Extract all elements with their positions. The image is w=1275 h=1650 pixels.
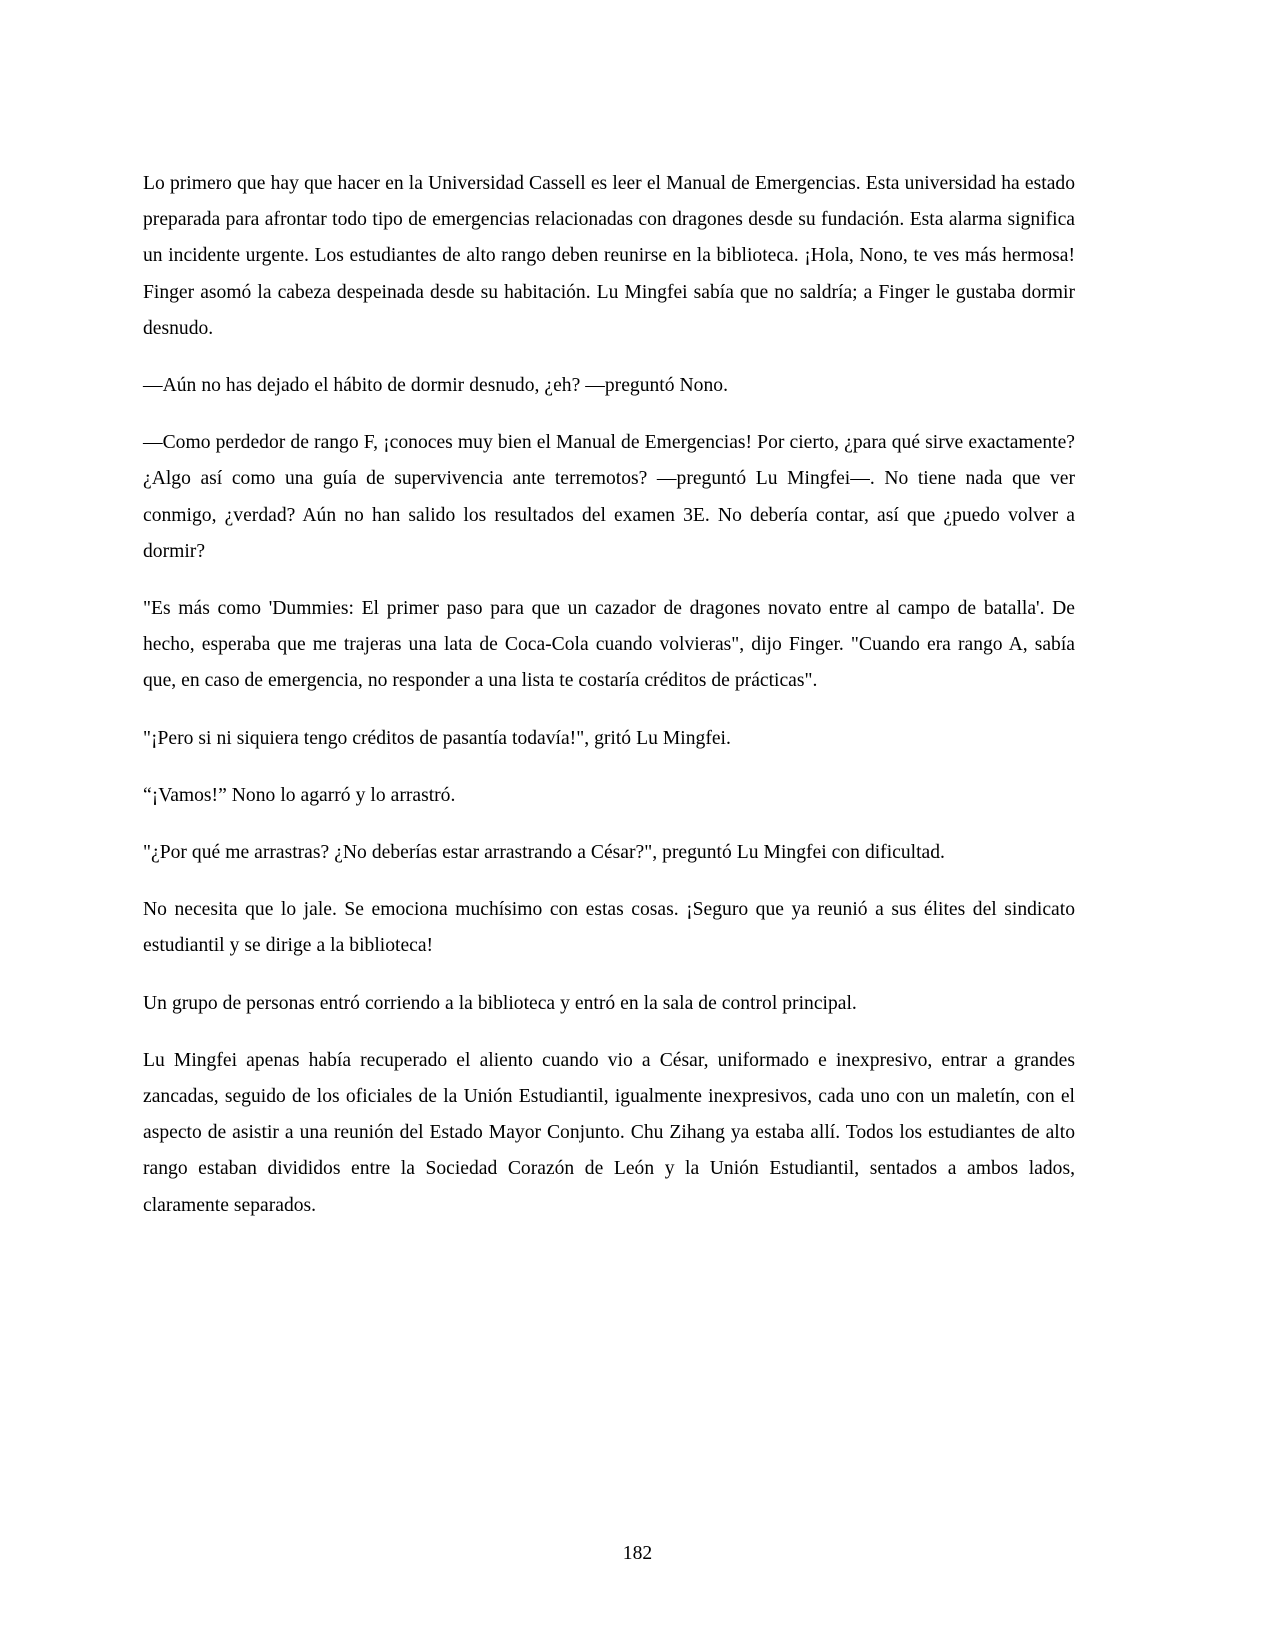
paragraph: “¡Vamos!” Nono lo agarró y lo arrastró. [143,784,456,806]
paragraph: "Es más como 'Dummies: El primer paso para que un cazador de dragones novato entre al campo de batalla'. De hecho, esperaba que me trajeras una lata de Coca-Cola cuando volvieras", dijo Finger. "Cuando era rango A, sabía que, en caso de emergencia, no responder a una lista te costaría créditos de prácticas". [143,598,1075,692]
paragraph: Un grupo de personas entró corriendo a la biblioteca y entró en la sala de control principal. [143,992,857,1014]
body-text-column [143,166,1075,1224]
paragraph: Lu Mingfei apenas había recuperado el aliento cuando vio a César, uniformado e inexpresivo, entrar a grandes zancadas, seguido de los oficiales de la Unión Estudiantil, igualmente inexpresivos, cada uno con un maletín, con el aspecto de asistir a una reunión del Estado Mayor Conjunto. Chu Zihang ya estaba allí. Todos los estudiantes de alto rango estaban divididos entre la Sociedad Corazón de León y la Unión Estudiantil, sentados a ambos lados, claramente separados. [143,1049,1075,1216]
paragraph: —Aún no has dejado el hábito de dormir desnudo, ¿eh? —preguntó Nono. [143,375,728,397]
paragraph: —Como perdedor de rango F, ¡conoces muy bien el Manual de Emergencias! Por cierto, ¿para qué sirve exactamente? ¿Algo así como una guía de supervivencia ante terremotos? —preguntó Lu Mingfei—. No tiene nada que ver conmigo, ¿verdad? Aún no han salido los resultados del examen 3E. No debería contar, así que ¿puedo volver a dormir? [143,432,1075,562]
paragraph: No necesita que lo jale. Se emociona muchísimo con estas cosas. ¡Seguro que ya reunió a sus élites del sindicato estudiantil y se dirige a la biblioteca! [143,899,1075,957]
paragraph: "¿Por qué me arrastras? ¿No deberías estar arrastrando a César?", preguntó Lu Mingfei con dificultad. [143,842,945,864]
page-number: 182 [622,1543,653,1564]
paragraph: Lo primero que hay que hacer en la Universidad Cassell es leer el Manual de Emergencias. Esta universidad ha estado preparada para afrontar todo tipo de emergencias relacionadas con dragones desde su fundación. Esta alarma significa un incidente urgente. Los estudiantes de alto rango deben reunirse en la biblioteca. ¡Hola, Nono, te ves más hermosa! Finger asomó la cabeza despeinada desde su habitación. Lu Mingfei sabía que no saldría; a Finger le gustaba dormir desnudo. [143,173,1075,339]
paragraph: "¡Pero si ni siquiera tengo créditos de pasantía todavía!", gritó Lu Mingfei. [143,727,731,749]
